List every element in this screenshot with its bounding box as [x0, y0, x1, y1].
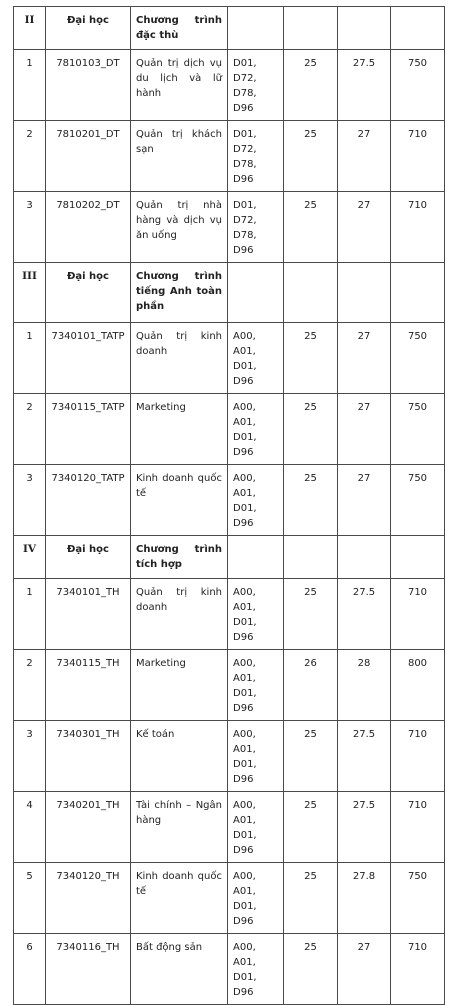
- row-name: Bất động sản: [131, 934, 228, 1005]
- row-code: 7340101_TATP: [46, 323, 131, 394]
- row-combos: A00, A01, D01, D96: [228, 721, 284, 792]
- group-program: Chương trình tiếng Anh toàn phần: [131, 263, 228, 323]
- group-level: Đại học: [46, 536, 131, 579]
- row-stt: 5: [14, 863, 46, 934]
- row-stt: 4: [14, 792, 46, 863]
- row-value-2: 27: [338, 394, 391, 465]
- row-name: Quản trị khách sạn: [131, 121, 228, 192]
- row-stt: 2: [14, 394, 46, 465]
- group-roman: II: [14, 7, 46, 50]
- row-name: Kinh doanh quốc tế: [131, 863, 228, 934]
- row-name: Marketing: [131, 394, 228, 465]
- row-value-3: 750: [391, 394, 445, 465]
- row-combos: A00, A01, D01, D96: [228, 323, 284, 394]
- row-value-1: 25: [284, 323, 338, 394]
- empty-cell: [338, 7, 391, 50]
- row-combos: A00, A01, D01, D96: [228, 650, 284, 721]
- group-program: Chương trình tích hợp: [131, 536, 228, 579]
- row-name: Quản trị kinh doanh: [131, 323, 228, 394]
- row-stt: 2: [14, 650, 46, 721]
- row-code: 7340115_TATP: [46, 394, 131, 465]
- row-value-1: 25: [284, 50, 338, 121]
- table-row: [14, 323, 445, 394]
- row-combos: A00, A01, D01, D96: [228, 934, 284, 1005]
- group-level: Đại học: [46, 7, 131, 50]
- row-value-2: 27.5: [338, 721, 391, 792]
- row-value-2: 27.8: [338, 863, 391, 934]
- row-stt: 1: [14, 579, 46, 650]
- row-stt: 3: [14, 721, 46, 792]
- table-row: [14, 50, 445, 121]
- row-value-3: 710: [391, 792, 445, 863]
- row-value-3: 710: [391, 579, 445, 650]
- group-header-row: [14, 536, 445, 579]
- row-value-3: 750: [391, 50, 445, 121]
- row-value-2: 28: [338, 650, 391, 721]
- row-value-1: 25: [284, 465, 338, 536]
- table-row: [14, 465, 445, 536]
- table-row: [14, 121, 445, 192]
- row-value-3: 750: [391, 323, 445, 394]
- row-value-1: 25: [284, 121, 338, 192]
- table-row: [14, 192, 445, 263]
- table-row: [14, 934, 445, 1005]
- table-row: [14, 394, 445, 465]
- row-stt: 3: [14, 192, 46, 263]
- empty-cell: [284, 263, 338, 323]
- row-value-2: 27.5: [338, 579, 391, 650]
- row-stt: 2: [14, 121, 46, 192]
- group-roman: III: [14, 263, 46, 323]
- row-code: 7340120_TATP: [46, 465, 131, 536]
- table-row: [14, 579, 445, 650]
- empty-cell: [338, 536, 391, 579]
- empty-cell: [391, 7, 445, 50]
- table-row: [14, 650, 445, 721]
- row-stt: 3: [14, 465, 46, 536]
- row-value-3: 710: [391, 121, 445, 192]
- row-code: 7340120_TH: [46, 863, 131, 934]
- row-name: Kinh doanh quốc tế: [131, 465, 228, 536]
- group-level: Đại học: [46, 263, 131, 323]
- row-value-3: 710: [391, 721, 445, 792]
- row-value-1: 25: [284, 863, 338, 934]
- row-value-2: 27: [338, 934, 391, 1005]
- row-code: 7340301_TH: [46, 721, 131, 792]
- row-value-1: 25: [284, 394, 338, 465]
- empty-cell: [391, 536, 445, 579]
- group-program: Chương trình đặc thù: [131, 7, 228, 50]
- row-combos: A00, A01, D01, D96: [228, 579, 284, 650]
- empty-cell: [228, 263, 284, 323]
- row-combos: A00, A01, D01, D96: [228, 465, 284, 536]
- row-value-3: 750: [391, 465, 445, 536]
- row-name: Kế toán: [131, 721, 228, 792]
- row-value-2: 27: [338, 121, 391, 192]
- row-stt: 6: [14, 934, 46, 1005]
- row-value-2: 27.5: [338, 50, 391, 121]
- row-value-2: 27.5: [338, 792, 391, 863]
- row-name: Quản trị nhà hàng và dịch vụ ăn uống: [131, 192, 228, 263]
- row-value-2: 27: [338, 192, 391, 263]
- row-value-3: 800: [391, 650, 445, 721]
- row-code: 7340115_TH: [46, 650, 131, 721]
- empty-cell: [284, 536, 338, 579]
- row-value-2: 27: [338, 323, 391, 394]
- row-name: Quản trị dịch vụ du lịch và lữ hành: [131, 50, 228, 121]
- table-row: [14, 721, 445, 792]
- row-value-1: 25: [284, 934, 338, 1005]
- row-combos: A00, A01, D01, D96: [228, 792, 284, 863]
- row-stt: 1: [14, 323, 46, 394]
- empty-cell: [284, 7, 338, 50]
- empty-cell: [338, 263, 391, 323]
- row-name: Quản trị kinh doanh: [131, 579, 228, 650]
- table-row: [14, 863, 445, 934]
- empty-cell: [391, 263, 445, 323]
- row-code: 7340101_TH: [46, 579, 131, 650]
- row-stt: 1: [14, 50, 46, 121]
- row-value-1: 25: [284, 192, 338, 263]
- row-name: Tài chính – Ngân hàng: [131, 792, 228, 863]
- row-name: Marketing: [131, 650, 228, 721]
- row-combos: D01, D72, D78, D96: [228, 192, 284, 263]
- row-value-3: 710: [391, 192, 445, 263]
- row-combos: D01, D72, D78, D96: [228, 50, 284, 121]
- row-value-1: 25: [284, 721, 338, 792]
- row-value-1: 25: [284, 579, 338, 650]
- empty-cell: [228, 536, 284, 579]
- row-code: 7810201_DT: [46, 121, 131, 192]
- row-code: 7810202_DT: [46, 192, 131, 263]
- row-combos: A00, A01, D01, D96: [228, 394, 284, 465]
- row-value-1: 25: [284, 792, 338, 863]
- group-roman: IV: [14, 536, 46, 579]
- row-code: 7340116_TH: [46, 934, 131, 1005]
- row-value-3: 750: [391, 863, 445, 934]
- row-combos: A00, A01, D01, D96: [228, 863, 284, 934]
- group-header-row: [14, 263, 445, 323]
- table-row: [14, 792, 445, 863]
- group-header-row: [14, 7, 445, 50]
- row-code: 7810103_DT: [46, 50, 131, 121]
- admissions-table: [13, 6, 445, 1005]
- empty-cell: [228, 7, 284, 50]
- row-value-2: 27: [338, 465, 391, 536]
- row-code: 7340201_TH: [46, 792, 131, 863]
- row-value-3: 710: [391, 934, 445, 1005]
- row-combos: D01, D72, D78, D96: [228, 121, 284, 192]
- row-value-1: 26: [284, 650, 338, 721]
